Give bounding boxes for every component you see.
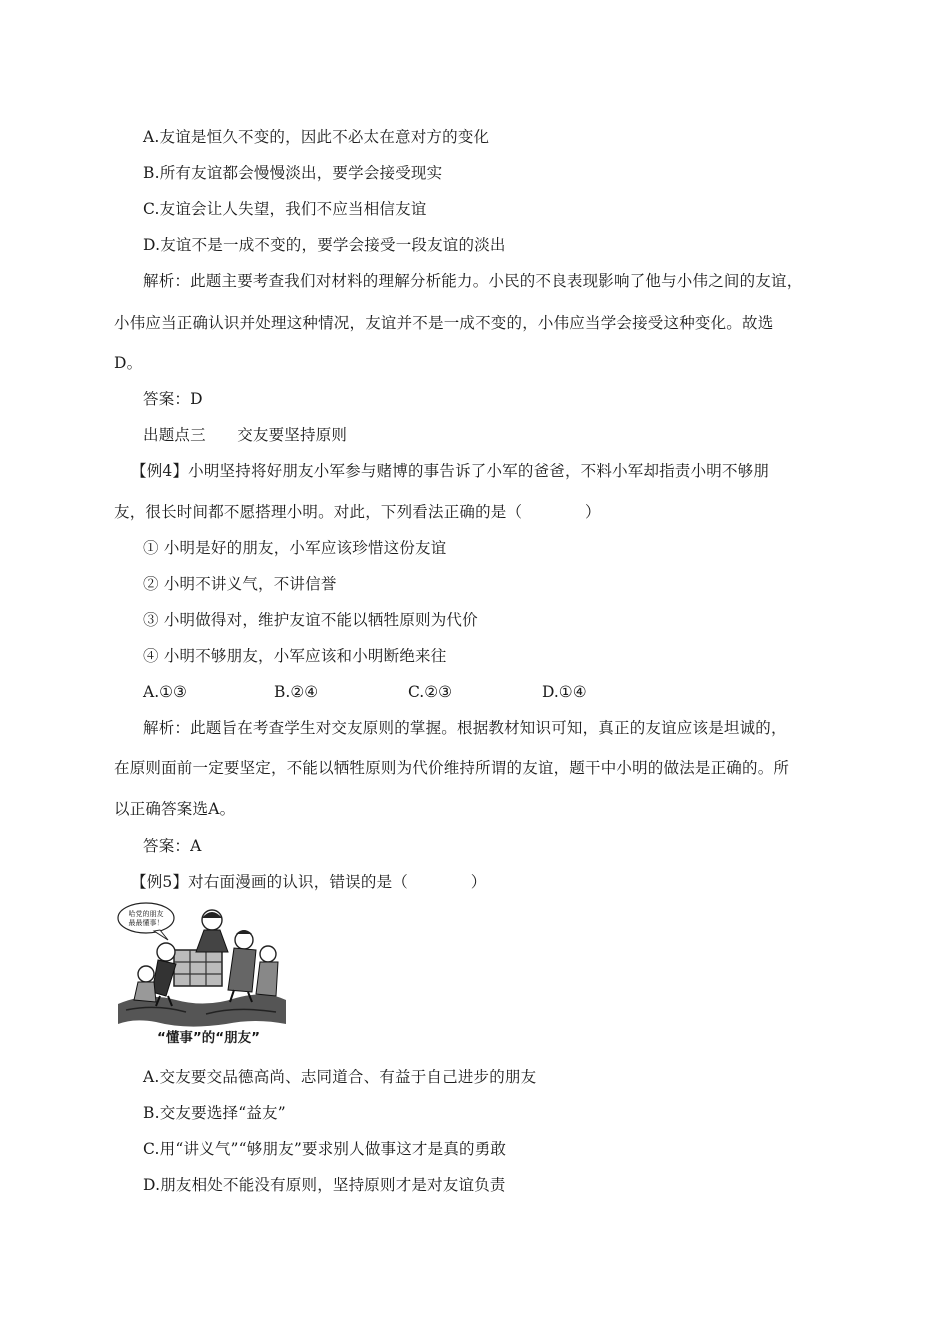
section-title: 出题点三 交友要坚持原则 — [143, 426, 348, 444]
speech-bubble — [118, 903, 174, 933]
q3-analysis-line-3: D。 — [114, 354, 143, 372]
q4-stem-line-2: 友，很长时间都不愿搭理小明。对此，下列看法正确的是（ ） — [114, 503, 601, 521]
q5-stem: 【例5】对右面漫画的认识，错误的是（ ） — [131, 873, 487, 891]
q3-option-a: A.友谊是恒久不变的，因此不必太在意对方的变化 — [143, 128, 490, 146]
q4-statement-4: ④ 小明不够朋友，小军应该和小明断绝来往 — [143, 647, 447, 665]
q5-option-b: B.交友要选择“益友” — [143, 1104, 286, 1122]
q4-analysis-line-3: 以正确答案选A。 — [114, 800, 236, 818]
q3-answer: 答案：D — [143, 390, 203, 408]
q3-option-c: C.友谊会让人失望，我们不应当相信友谊 — [143, 200, 427, 218]
q4-statement-2: ② 小明不讲义气，不讲信誉 — [143, 575, 337, 593]
crate-icon — [174, 950, 222, 986]
q4-choice-c: C.②③ — [408, 683, 453, 701]
q4-statement-3: ③ 小明做得对，维护友谊不能以牺牲原则为代价 — [143, 611, 478, 629]
q3-option-d: D.友谊不是一成不变的，要学会接受一段友谊的淡出 — [143, 236, 506, 254]
q3-option-b: B.所有友谊都会慢慢淡出，要学会接受现实 — [143, 164, 443, 182]
q4-choice-d: D.①④ — [542, 683, 587, 701]
q5-option-d: D.朋友相处不能没有原则，坚持原则才是对友谊负责 — [143, 1176, 506, 1194]
q4-statement-1: ① 小明是好的朋友，小军应该珍惜这份友谊 — [143, 539, 447, 557]
cartoon-illustration — [116, 900, 288, 1030]
q4-choice-a: A.①③ — [143, 683, 187, 701]
q4-analysis-line-2: 在原则面前一定要坚定，不能以牺牲原则为代价维持所谓的友谊，题干中小明的做法是正确的。所 — [114, 759, 790, 777]
q4-stem-line-1: 【例4】小明坚持将好朋友小军参与赌博的事告诉了小军的爸爸，不料小军却指责小明不够朋 — [131, 462, 770, 480]
q4-answer: 答案：A — [143, 837, 202, 855]
q3-analysis-line-2: 小伟应当正确认识并处理这种情况，友谊并不是一成不变的，小伟应当学会接受这种变化。故选 — [114, 314, 774, 332]
q4-analysis-line-1: 解析：此题旨在考查学生对交友原则的掌握。根据教材知识可知，真正的友谊应该是坦诚的， — [143, 719, 787, 737]
q5-option-a: A.交友要交品德高尚、志同道合、有益于自己进步的朋友 — [143, 1068, 537, 1086]
q4-choice-b: B.②④ — [274, 683, 319, 701]
bubble-line-1: 哈党的朋友 — [128, 910, 164, 918]
q5-option-c: C.用“讲义气”“够朋友”要求别人做事这才是真的勇敢 — [143, 1140, 507, 1158]
q3-analysis-line-1: 解析：此题主要考查我们对材料的理解分析能力。小民的不良表现影响了他与小伟之间的友谊， — [143, 272, 803, 290]
bubble-line-2: 最最懂事！ — [128, 919, 164, 927]
cartoon-caption: “懂事”的“朋友” — [157, 1030, 260, 1046]
